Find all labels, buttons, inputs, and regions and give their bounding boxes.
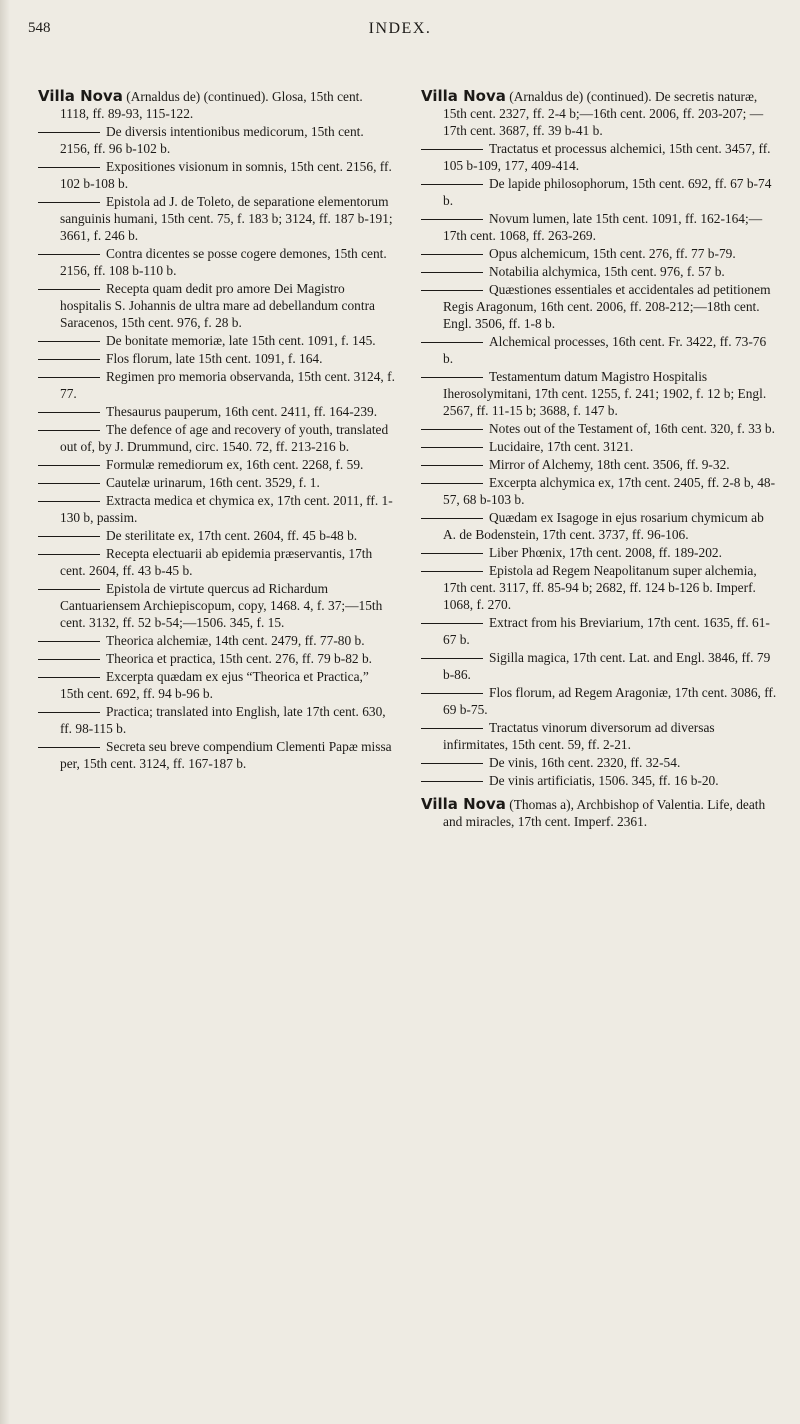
ditto-dash	[421, 342, 483, 343]
entry-text: Flos florum, late 15th cent. 1091, f. 164.	[106, 351, 323, 366]
entry-text: Epistola ad Regem Neapolitanum super alchemia, 17th cent. 3117, ff. 85-94 b; 2682, ff. 124 b-126 b. Imperf. 1068, f. 270.	[443, 563, 757, 612]
page-header	[0, 20, 800, 42]
index-sub-entry	[38, 632, 395, 649]
left-column	[38, 88, 395, 831]
ditto-dash	[421, 290, 483, 291]
ditto-dash	[421, 553, 483, 554]
ditto-dash	[38, 202, 100, 203]
entry-heading: Villa Nova	[421, 795, 506, 813]
ditto-dash	[38, 554, 100, 555]
entry-text: Extract from his Breviarium, 17th cent. 1635, ff. 61-67 b.	[443, 615, 770, 647]
entry-text: Epistola ad J. de Toleto, de separatione elementorum sanguinis humani, 15th cent. 75, f. 183 b; 3124, ff. 187 b-191; 3661, f. 246 b.	[60, 194, 393, 243]
index-sub-entry	[421, 175, 778, 209]
entry-text: De bonitate memoriæ, late 15th cent. 1091, f. 145.	[106, 333, 376, 348]
ditto-dash	[38, 712, 100, 713]
index-sub-entry	[38, 245, 395, 279]
entry-text: Excerpta alchymica ex, 17th cent. 2405, ff. 2-8 b, 48-57, 68 b-103 b.	[443, 475, 776, 507]
entry-text: Tractatus et processus alchemici, 15th cent. 3457, ff. 105 b-109, 177, 409-414.	[443, 141, 771, 173]
ditto-dash	[38, 483, 100, 484]
ditto-dash	[38, 589, 100, 590]
index-sub-entry	[38, 580, 395, 631]
entry-text: Opus alchemicum, 15th cent. 276, ff. 77 b-79.	[489, 246, 736, 261]
ditto-dash	[38, 659, 100, 660]
ditto-dash	[421, 728, 483, 729]
entry-text: De vinis, 16th cent. 2320, ff. 32-54.	[489, 755, 681, 770]
index-sub-entry	[38, 368, 395, 402]
ditto-dash	[421, 483, 483, 484]
index-sub-entry	[38, 193, 395, 244]
index-columns	[38, 88, 778, 831]
ditto-dash	[38, 132, 100, 133]
index-sub-entry	[421, 281, 778, 332]
ditto-dash	[38, 501, 100, 502]
ditto-dash	[38, 536, 100, 537]
ditto-dash	[421, 693, 483, 694]
entry-text: Expositiones visionum in somnis, 15th cent. 2156, ff. 102 b-108 b.	[60, 159, 392, 191]
index-sub-entry	[421, 263, 778, 280]
entry-text: Flos florum, ad Regem Aragoniæ, 17th cent. 3086, ff. 69 b-75.	[443, 685, 777, 717]
entry-text: Cautelæ urinarum, 16th cent. 3529, f. 1.	[106, 475, 320, 490]
index-sub-entry	[38, 158, 395, 192]
index-sub-entry	[421, 438, 778, 455]
index-sub-entry	[38, 545, 395, 579]
ditto-dash	[38, 641, 100, 642]
index-sub-entry	[38, 421, 395, 455]
running-title: INDEX.	[368, 20, 432, 37]
page-edge-shadow	[0, 0, 10, 1424]
entry-text: De vinis artificiatis, 1506. 345, ff. 16 b-20.	[489, 773, 719, 788]
index-sub-entry	[38, 650, 395, 667]
entry-text: De diversis intentionibus medicorum, 15th cent. 2156, ff. 96 b-102 b.	[60, 124, 364, 156]
ditto-dash	[38, 341, 100, 342]
index-sub-entry	[421, 420, 778, 437]
ditto-dash	[38, 677, 100, 678]
index-sub-entry	[421, 333, 778, 367]
index-sub-entry	[38, 403, 395, 420]
index-main-entry	[38, 88, 395, 122]
index-sub-entry	[38, 350, 395, 367]
ditto-dash	[421, 377, 483, 378]
entry-text: Practica; translated into English, late 17th cent. 630, ff. 98-115 b.	[60, 704, 386, 736]
entry-text: Regimen pro memoria observanda, 15th cent. 3124, f. 77.	[60, 369, 395, 401]
ditto-dash	[421, 518, 483, 519]
entry-text: Quædam ex Isagoge in ejus rosarium chymicum ab A. de Bodenstein, 17th cent. 3737, ff. 96-106.	[443, 510, 764, 542]
index-sub-entry	[421, 509, 778, 543]
index-sub-entry	[421, 754, 778, 771]
entry-text: (Thomas a), Archbishop of Valentia. Life, death and miracles, 17th cent. Imperf. 2361.	[443, 797, 766, 829]
ditto-dash	[38, 377, 100, 378]
entry-text: (Arnaldus de) (continued). Glosa, 15th cent. 1118, ff. 89-93, 115-122.	[60, 89, 363, 121]
index-sub-entry	[38, 474, 395, 491]
entry-text: Recepta electuarii ab epidemia præservantis, 17th cent. 2604, ff. 43 b-45 b.	[60, 546, 373, 578]
entry-text: Alchemical processes, 16th cent. Fr. 3422, ff. 73-76 b.	[443, 334, 767, 366]
entry-text: Quæstiones essentiales et accidentales ad petitionem Regis Aragonum, 16th cent. 2006, ff. 208-212;—18th cent. Engl. 3506, ff. 1-8 b.	[443, 282, 771, 331]
ditto-dash	[421, 429, 483, 430]
entry-text: Contra dicentes se posse cogere demones, 15th cent. 2156, ff. 108 b-110 b.	[60, 246, 387, 278]
entry-text: De sterilitate ex, 17th cent. 2604, ff. 45 b-48 b.	[106, 528, 358, 543]
index-sub-entry	[421, 614, 778, 648]
entry-text: Extracta medica et chymica ex, 17th cent. 2011, ff. 1-130 b, passim.	[60, 493, 393, 525]
index-sub-entry	[421, 210, 778, 244]
index-sub-entry	[421, 562, 778, 613]
index-sub-entry	[38, 280, 395, 331]
page-number: 548	[28, 20, 51, 36]
ditto-dash	[421, 623, 483, 624]
index-sub-entry	[38, 123, 395, 157]
index-sub-entry	[421, 544, 778, 561]
ditto-dash	[421, 465, 483, 466]
entry-text: Testamentum datum Magistro Hospitalis Iherosolymitani, 17th cent. 1255, f. 241; 1902, f. 12 b; Engl. 2567, ff. 11-15 b; 3688, f. 147 b.	[443, 369, 767, 418]
index-sub-entry	[421, 368, 778, 419]
ditto-dash	[421, 254, 483, 255]
ditto-dash	[421, 447, 483, 448]
right-column	[421, 88, 778, 831]
entry-text: Thesaurus pauperum, 16th cent. 2411, ff. 164-239.	[106, 404, 378, 419]
entry-text: (Arnaldus de) (continued). De secretis naturæ, 15th cent. 2327, ff. 2-4 b;—16th cent. 2006, ff. 203-207; —17th cent. 3687, ff. 39 b-41 b.	[443, 89, 764, 138]
entry-heading: Villa Nova	[421, 87, 506, 105]
ditto-dash	[38, 167, 100, 168]
entry-text: Excerpta quædam ex ejus “Theorica et Practica,” 15th cent. 692, ff. 94 b-96 b.	[60, 669, 369, 701]
entry-text: Liber Phœnix, 17th cent. 2008, ff. 189-202.	[489, 545, 722, 560]
index-main-entry	[421, 796, 778, 830]
ditto-dash	[38, 412, 100, 413]
entry-text: Novum lumen, late 15th cent. 1091, ff. 162-164;—17th cent. 1068, ff. 263-269.	[443, 211, 763, 243]
ditto-dash	[421, 219, 483, 220]
entry-text: Formulæ remediorum ex, 16th cent. 2268, f. 59.	[106, 457, 364, 472]
ditto-dash	[38, 430, 100, 431]
index-sub-entry	[421, 245, 778, 262]
entry-text: Mirror of Alchemy, 18th cent. 3506, ff. 9-32.	[489, 457, 730, 472]
entry-text: The defence of age and recovery of youth, translated out of, by J. Drummund, circ. 1540. 72, ff. 213-216 b.	[60, 422, 389, 454]
ditto-dash	[421, 149, 483, 150]
index-sub-entry	[421, 649, 778, 683]
entry-heading: Villa Nova	[38, 87, 123, 105]
index-sub-entry	[421, 456, 778, 473]
entry-text: Tractatus vinorum diversorum ad diversas infirmitates, 15th cent. 59, ff. 2-21.	[443, 720, 715, 752]
index-sub-entry	[421, 719, 778, 753]
index-sub-entry	[38, 456, 395, 473]
entry-text: Epistola de virtute quercus ad Richardum Cantuariensem Archiepiscopum, copy, 1468. 4, f. 37;—15th cent. 3132, ff. 52 b-54;—1506. 345, f. 15.	[60, 581, 383, 630]
ditto-dash	[421, 571, 483, 572]
index-sub-entry	[38, 703, 395, 737]
ditto-dash	[38, 465, 100, 466]
index-main-entry	[421, 88, 778, 139]
index-sub-entry	[38, 492, 395, 526]
ditto-dash	[421, 781, 483, 782]
entry-text: Notes out of the Testament of, 16th cent. 320, f. 33 b.	[489, 421, 775, 436]
entry-text: Theorica alchemiæ, 14th cent. 2479, ff. 77-80 b.	[106, 633, 365, 648]
ditto-dash	[38, 747, 100, 748]
ditto-dash	[38, 289, 100, 290]
index-sub-entry	[421, 684, 778, 718]
index-sub-entry	[38, 332, 395, 349]
entry-text: Notabilia alchymica, 15th cent. 976, f. 57 b.	[489, 264, 725, 279]
index-sub-entry	[38, 668, 395, 702]
ditto-dash	[421, 763, 483, 764]
index-sub-entry	[421, 140, 778, 174]
ditto-dash	[38, 254, 100, 255]
ditto-dash	[421, 272, 483, 273]
index-sub-entry	[38, 738, 395, 772]
index-sub-entry	[38, 527, 395, 544]
entry-text: Recepta quam dedit pro amore Dei Magistro hospitalis S. Johannis de ultra mare ad debellandum contra Saracenos, 15th cent. 976, f. 28 b.	[60, 281, 375, 330]
index-sub-entry	[421, 474, 778, 508]
entry-text: Lucidaire, 17th cent. 3121.	[489, 439, 634, 454]
ditto-dash	[421, 658, 483, 659]
entry-text: Theorica et practica, 15th cent. 276, ff. 79 b-82 b.	[106, 651, 372, 666]
entry-text: Sigilla magica, 17th cent. Lat. and Engl. 3846, ff. 79 b-86.	[443, 650, 771, 682]
index-sub-entry	[421, 772, 778, 789]
entry-text: Secreta seu breve compendium Clementi Papæ missa per, 15th cent. 3124, ff. 167-187 b.	[60, 739, 392, 771]
ditto-dash	[38, 359, 100, 360]
entry-text: De lapide philosophorum, 15th cent. 692, ff. 67 b-74 b.	[443, 176, 772, 208]
ditto-dash	[421, 184, 483, 185]
